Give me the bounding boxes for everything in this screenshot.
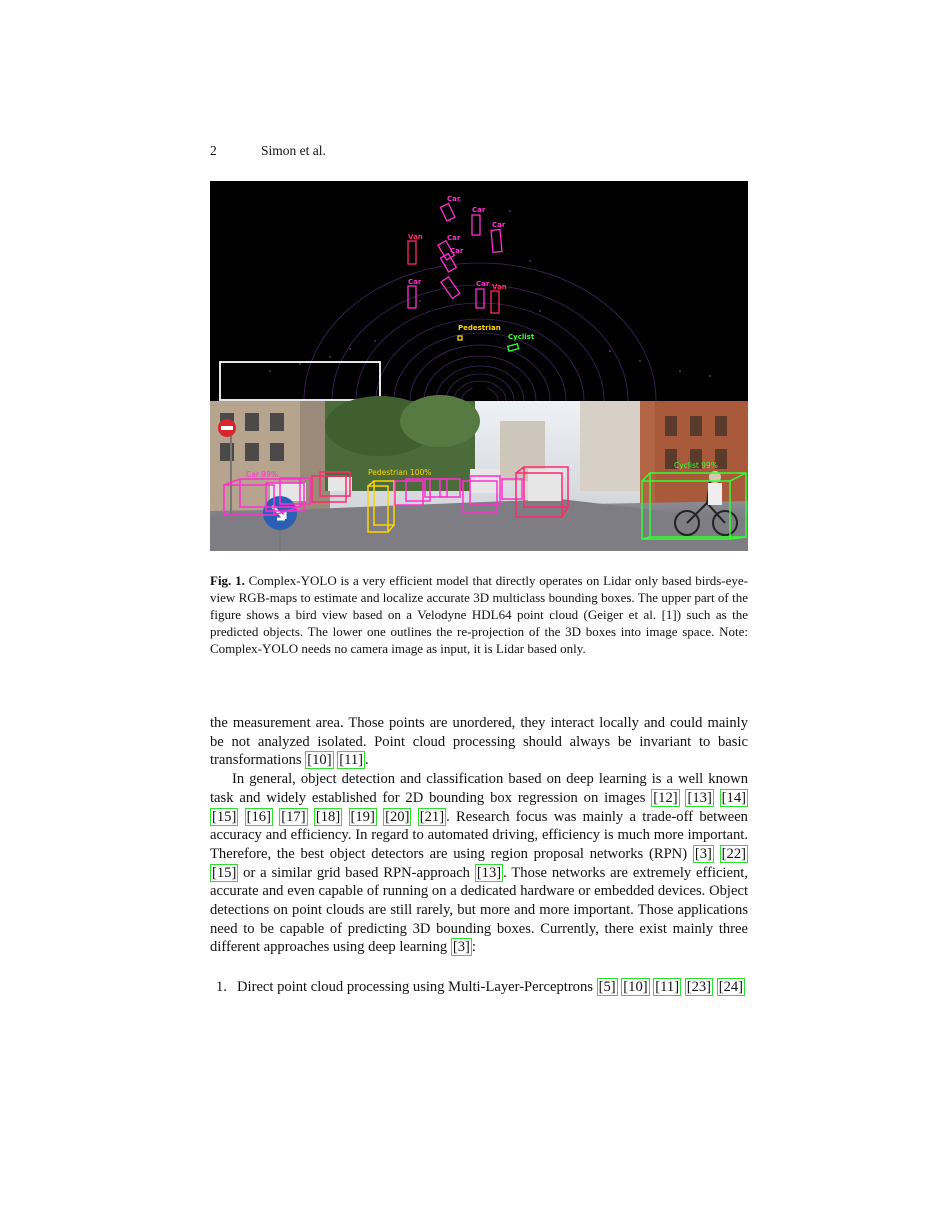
list-item-number: 1. <box>216 979 227 996</box>
caption-label: Fig. 1. <box>210 573 245 588</box>
bev-label-cyclist: Cyclist <box>508 333 535 341</box>
running-authors: Simon et al. <box>261 143 326 158</box>
bev-label-car-2: Car <box>472 206 486 214</box>
citation-link[interactable]: [19] <box>350 808 375 825</box>
citation-link[interactable]: [16] <box>246 808 271 825</box>
citation-link[interactable]: [14] <box>721 789 746 806</box>
citation-link[interactable]: [18] <box>315 808 341 825</box>
camera-label-car: Car 99% <box>246 470 278 479</box>
bev-label-pedestrian: Pedestrian <box>458 324 501 332</box>
citation-link[interactable]: [15] <box>212 808 237 825</box>
citation-link[interactable]: [12] <box>653 789 678 806</box>
body-text <box>210 714 748 997</box>
figure-caption <box>210 572 748 657</box>
bev-label-car-7: Car <box>476 280 490 288</box>
citation-link[interactable]: [11] <box>655 979 680 996</box>
citation-link[interactable]: [24] <box>718 979 744 996</box>
citation-link[interactable]: [20] <box>385 808 410 825</box>
paragraph-1: the measurement area. Those points are unordered, they interact locally and could mainly be not analyzed isolated. Point cloud processing should always be invariant to basic transformations [10] [11] . <box>210 715 748 769</box>
citation-link[interactable]: [15] <box>212 864 237 881</box>
bev-label-car-5: Car <box>450 247 464 255</box>
paragraph-2: In general, object detection and classification based on deep learning is a well known task and widely established for 2D bounding box regression on images [12] [13] [14] [15] [16] [17] [18] [19] [20] [21] . Research focus was mainly a trade-off between accuracy and efficiency. In regard to automated driving, efficiency is much more important. Therefore, the best object detectors are using region proposal networks (RPN) [3] [22] [15] or a similar grid based RPN-approach [13] . Those networks are extremely efficient, accurate and even capable of running on a dedicated hardware or embedded devices. Object detections on point clouds are still rarely, but more and more important. Those applications need to be capable of predicting 3D bounding boxes. Currently, there exist mainly three different approaches using deep learning [3] : <box>210 771 749 956</box>
bev-label-car-4: Car <box>447 234 461 242</box>
list-item <box>210 978 748 997</box>
bev-panel <box>210 181 748 401</box>
caption-text: Complex-YOLO is a very efficient model that directly operates on Lidar only based birds-eye-view RGB-maps to estimate and localize accurate 3D multiclass bounding boxes. The upper part of the figure shows a bird view based on a Velodyne HDL64 point cloud (Geiger et al. [1]) such as the predicted objects. The lower one outlines the re-projection of the 3D boxes into image space. Note: Complex-YOLO needs no camera image as input, it is Lidar based only. <box>210 573 748 656</box>
camera-label-pedestrian: Pedestrian 100% <box>368 468 432 477</box>
citation-link[interactable]: [13] <box>476 864 502 881</box>
bev-label-car-6: Car <box>408 278 422 286</box>
bev-label-car-1: Car <box>447 195 461 203</box>
bev-label-car-3: Car <box>492 221 506 229</box>
figure-1-image <box>210 181 748 551</box>
citation-link[interactable]: [3] <box>694 845 712 862</box>
bev-label-van-1: Van <box>408 233 423 241</box>
camera-label-cyclist: Cyclist 99% <box>674 461 718 470</box>
citation-link[interactable]: [11] <box>339 752 364 769</box>
list-item-text: Direct point cloud processing using Multi-Layer-Perceptrons <box>237 979 593 996</box>
bev-label-van-2: Van <box>492 283 507 291</box>
figure-1 <box>210 181 748 551</box>
citation-link[interactable]: [13] <box>687 789 712 806</box>
citation-link[interactable]: [22] <box>721 845 746 862</box>
citation-link[interactable]: [17] <box>281 808 306 825</box>
citation-link[interactable]: [5] <box>598 979 616 996</box>
citation-link[interactable]: [10] <box>623 979 648 996</box>
page-number: 2 <box>210 143 217 158</box>
citation-link[interactable]: [10] <box>307 752 332 769</box>
citation-link[interactable]: [21] <box>419 808 445 825</box>
citation-link[interactable]: [3] <box>452 939 470 956</box>
citation-link[interactable]: [23] <box>686 979 712 996</box>
